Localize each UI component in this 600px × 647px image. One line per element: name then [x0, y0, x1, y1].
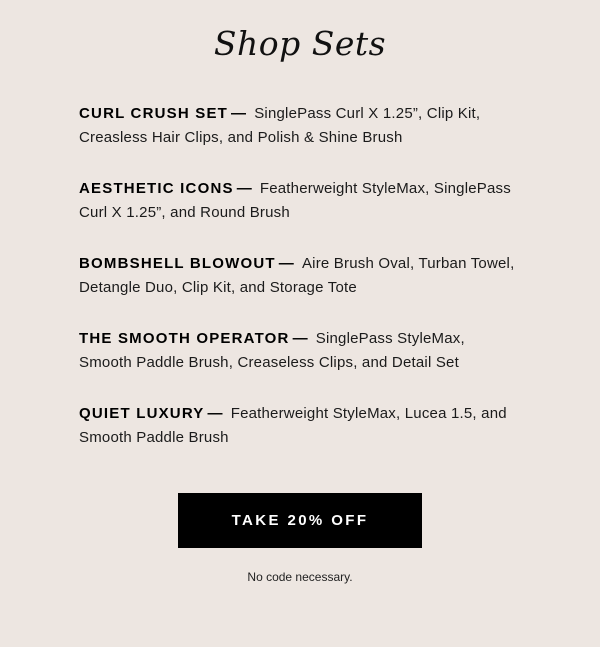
- set-items: Featherweight StyleMax, Lucea 1.5, and Smooth Paddle Brush: [79, 405, 507, 446]
- set-item-quiet-luxury: [79, 402, 519, 450]
- set-dash: —: [236, 180, 252, 197]
- take-20-off-button[interactable]: TAKE 20% OFF: [178, 493, 422, 548]
- no-code-note: No code necessary.: [247, 570, 353, 584]
- page-title: Shop Sets: [213, 24, 387, 63]
- set-name: BOMBSHELL BLOWOUT: [79, 255, 276, 272]
- set-items: SinglePass StyleMax, Smooth Paddle Brush, Creaseless Clips, and Detail Set: [79, 330, 465, 371]
- set-dash: —: [278, 255, 294, 272]
- set-name: CURL CRUSH SET: [79, 105, 229, 122]
- set-item-bombshell-blowout: [79, 252, 519, 300]
- set-items: Aire Brush Oval, Turban Towel, Detangle Duo, Clip Kit, and Storage Tote: [79, 255, 515, 296]
- set-item-curl-crush: [79, 102, 519, 150]
- set-item-smooth-operator: [79, 327, 519, 375]
- set-name: THE SMOOTH OPERATOR: [79, 330, 290, 347]
- set-item-aesthetic-icons: [79, 177, 519, 225]
- set-dash: —: [207, 405, 223, 422]
- set-items: SinglePass Curl X 1.25”, Clip Kit, Creasless Hair Clips, and Polish & Shine Brush: [79, 105, 481, 146]
- set-dash: —: [231, 105, 247, 122]
- set-items: Featherweight StyleMax, SinglePass Curl X 1.25”, and Round Brush: [79, 180, 511, 221]
- set-dash: —: [292, 330, 308, 347]
- set-name: AESTHETIC ICONS: [79, 180, 234, 197]
- set-name: QUIET LUXURY: [79, 405, 205, 422]
- sets-list: [79, 102, 519, 477]
